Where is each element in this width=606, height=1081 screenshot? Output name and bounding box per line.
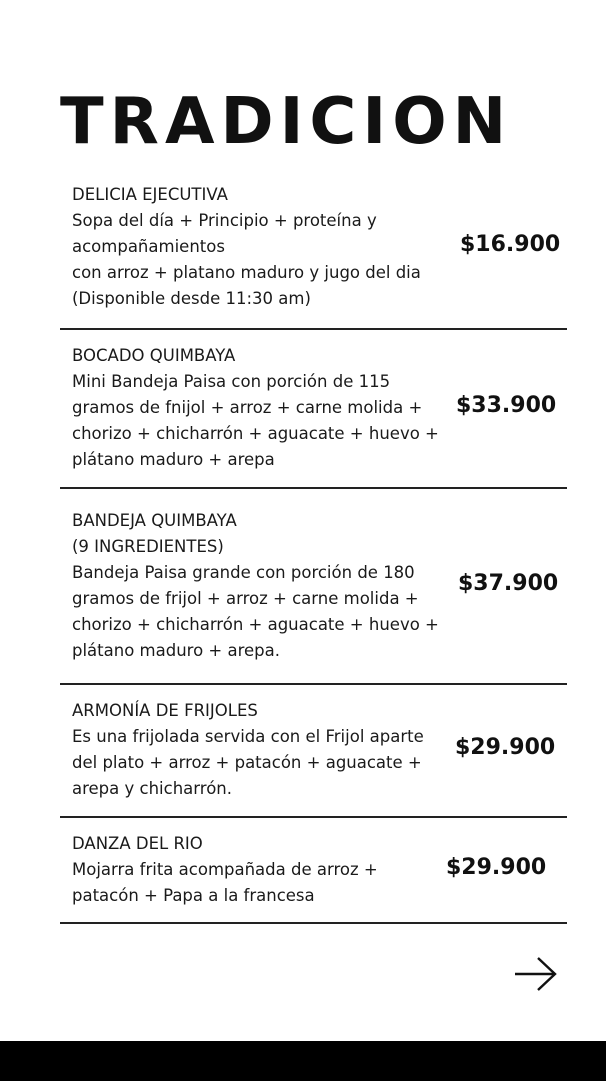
arrow-right-icon[interactable] [513,956,559,992]
menu-item-price: $37.900 [458,571,559,596]
menu-item-name: BANDEJA QUIMBAYA [72,511,237,530]
menu-item-description [72,698,432,802]
menu-item-line: plátano maduro + arepa [72,450,275,469]
menu-item-line: arepa y chicharrón. [72,779,232,798]
menu-item-price: $29.900 [446,855,547,880]
menu-item-line: Mojarra frita acompañada de arroz + [72,860,378,879]
divider [60,922,567,924]
menu-item-line: plátano maduro + arepa. [72,641,281,660]
menu-item-line: gramos de fnijol + arroz + carne molida + [72,398,423,417]
footer-bar [0,1041,606,1081]
menu-item-description [72,831,432,909]
menu-item-line: Sopa del día + Principio + proteína y [72,211,377,230]
menu-item-line: chorizo + chicharrón + aguacate + huevo + [72,615,439,634]
menu-item-line: patacón + Papa a la francesa [72,886,315,905]
menu-item-line: Es una frijolada servida con el Frijol aparte [72,727,424,746]
divider [60,683,567,685]
menu-item-price: $33.900 [456,393,557,418]
divider [60,328,567,330]
menu-item-price: $29.900 [455,735,556,760]
menu-item-price: $16.900 [460,232,561,257]
menu-item-line: acompañamientos [72,237,225,256]
menu-item-description [72,182,432,312]
menu-item-line: chorizo + chicharrón + aguacate + huevo + [72,424,439,443]
menu-item-line: (9 INGREDIENTES) [72,537,224,556]
menu-item-line: Mini Bandeja Paisa con porción de 115 [72,372,391,391]
menu-title: TRADICION [60,85,513,159]
menu-item-description [72,508,439,664]
menu-item-line: con arroz + platano maduro y jugo del dia [72,263,421,282]
menu-item-line: gramos de frijol + arroz + carne molida + [72,589,419,608]
menu-item-line: del plato + arroz + patacón + aguacate + [72,753,422,772]
menu-item-name: DELICIA EJECUTIVA [72,185,228,204]
menu-item-name: ARMONÍA DE FRIJOLES [72,701,258,720]
menu-item-line: (Disponible desde 11:30 am) [72,289,311,308]
menu-item-description [72,343,439,473]
menu-item-name: BOCADO QUIMBAYA [72,346,236,365]
menu-item-name: DANZA DEL RIO [72,834,203,853]
divider [60,487,567,489]
divider [60,816,567,818]
menu-item-line: Bandeja Paisa grande con porción de 180 [72,563,415,582]
